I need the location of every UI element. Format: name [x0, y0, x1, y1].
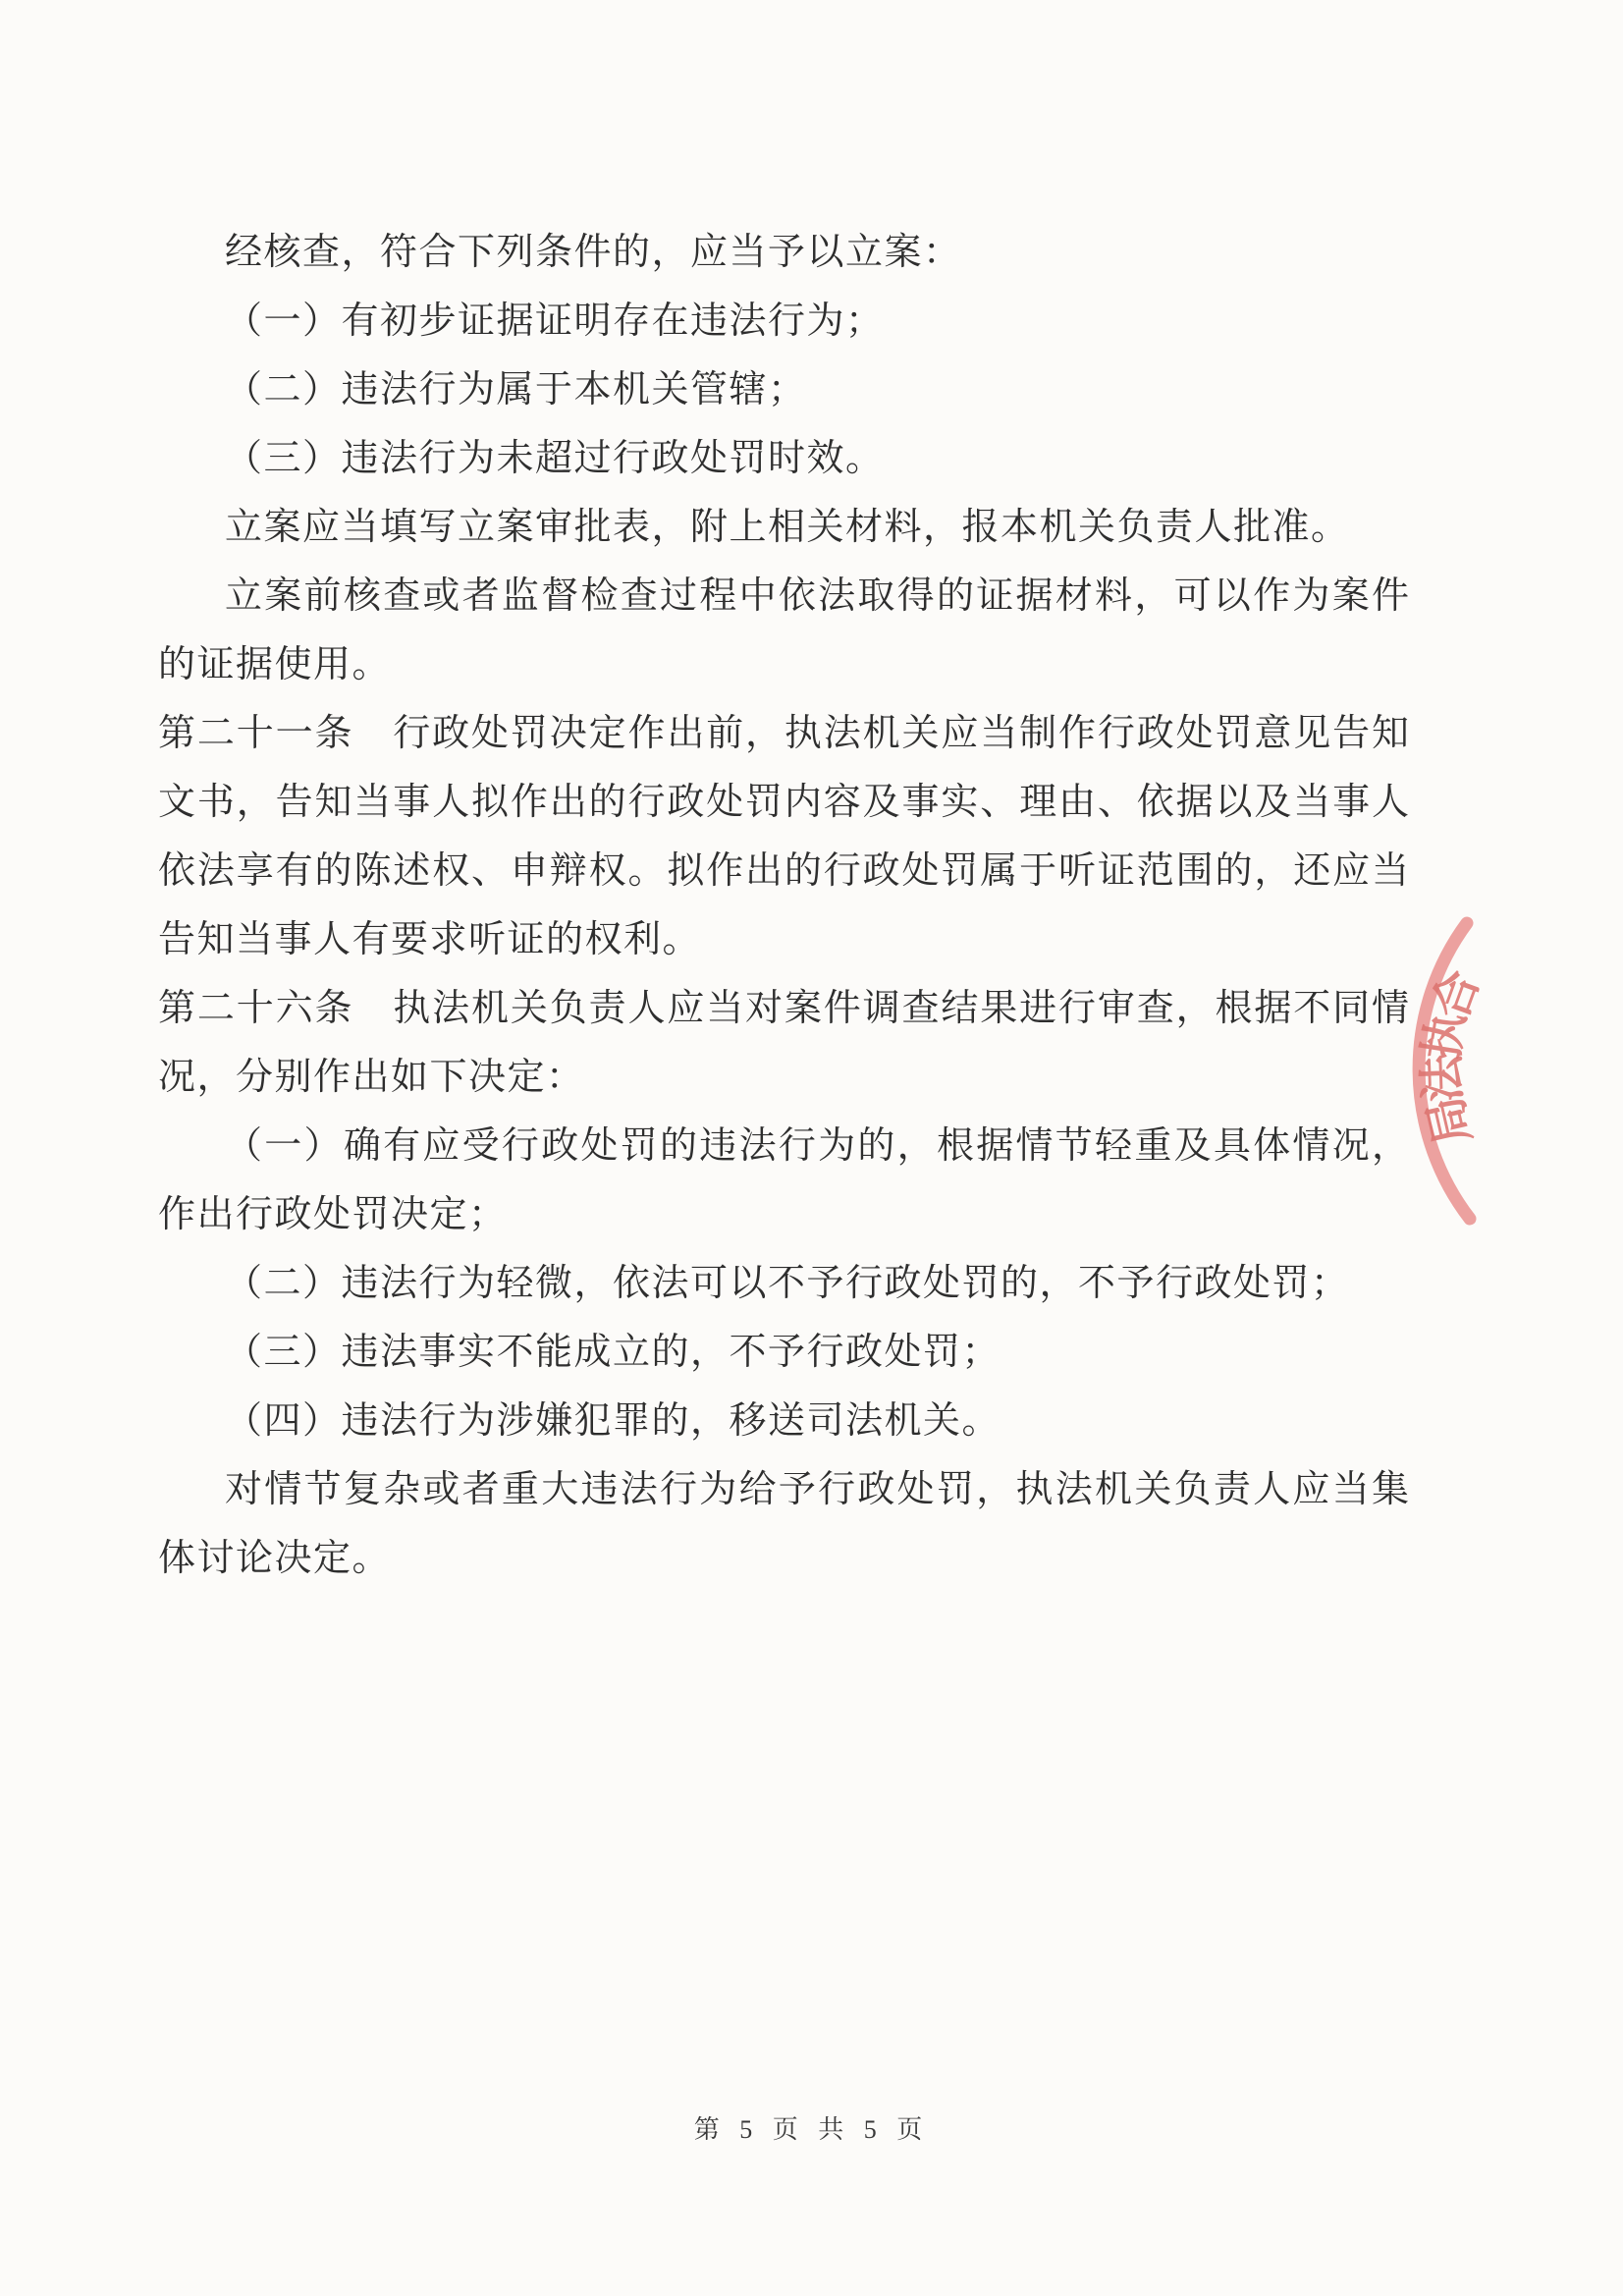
- text-line: 况，分别作出如下决定：: [158, 1057, 585, 1098]
- official-seal: [1325, 854, 1623, 1316]
- text-line: （二）违法行为属于本机关管辖；: [225, 369, 807, 410]
- text-line: 依法享有的陈述权、申辩权。拟作出的行政处罚属于听证范围的，还应当: [158, 850, 1409, 892]
- text-line: 的证据使用。: [158, 644, 392, 685]
- text-line: （三）违法行为未超过行政处罚时效。: [225, 438, 885, 479]
- text-line: 作出行政处罚决定；: [158, 1194, 508, 1235]
- seal-character: 执: [1416, 1009, 1475, 1064]
- text-line: （一）有初步证据证明存在违法行为；: [225, 301, 885, 342]
- document-body: [158, 218, 1409, 1593]
- text-line: 文书，告知当事人拟作出的行政处罚内容及事实、理由、依据以及当事人: [158, 782, 1409, 823]
- text-line: 告知当事人有要求听证的权利。: [158, 919, 702, 960]
- seal-character: 合: [1424, 963, 1490, 1026]
- text-line: 第二十六条 执法机关负责人应当对案件调查结果进行审查，根据不同情: [158, 988, 1409, 1029]
- text-line: 立案应当填写立案审批表，附上相关材料，报本机关负责人批准。: [225, 507, 1350, 548]
- text-line: （二）违法行为轻微，依法可以不予行政处罚的，不予行政处罚；: [225, 1263, 1350, 1304]
- text-line: 第二十一条 行政处罚决定作出前，执法机关应当制作行政处罚意见告知: [158, 713, 1409, 754]
- seal-character: 局: [1419, 1091, 1482, 1150]
- seal-character: 法: [1416, 1054, 1471, 1103]
- text-line: （一）确有应受行政处罚的违法行为的，根据情节轻重及具体情况，: [225, 1125, 1409, 1167]
- text-line: （三）违法事实不能成立的，不予行政处罚；: [225, 1332, 1001, 1373]
- text-line: 立案前核查或者监督检查过程中依法取得的证据材料，可以作为案件: [225, 575, 1409, 617]
- text-line: 对情节复杂或者重大违法行为给予行政处罚，执法机关负责人应当集: [225, 1469, 1409, 1510]
- text-line: 经核查，符合下列条件的，应当予以立案：: [225, 232, 962, 273]
- text-line: 体讨论决定。: [158, 1538, 392, 1579]
- page-footer: 第 5 页 共 5 页: [693, 2115, 930, 2144]
- text-line: （四）违法行为涉嫌犯罪的，移送司法机关。: [225, 1400, 1001, 1442]
